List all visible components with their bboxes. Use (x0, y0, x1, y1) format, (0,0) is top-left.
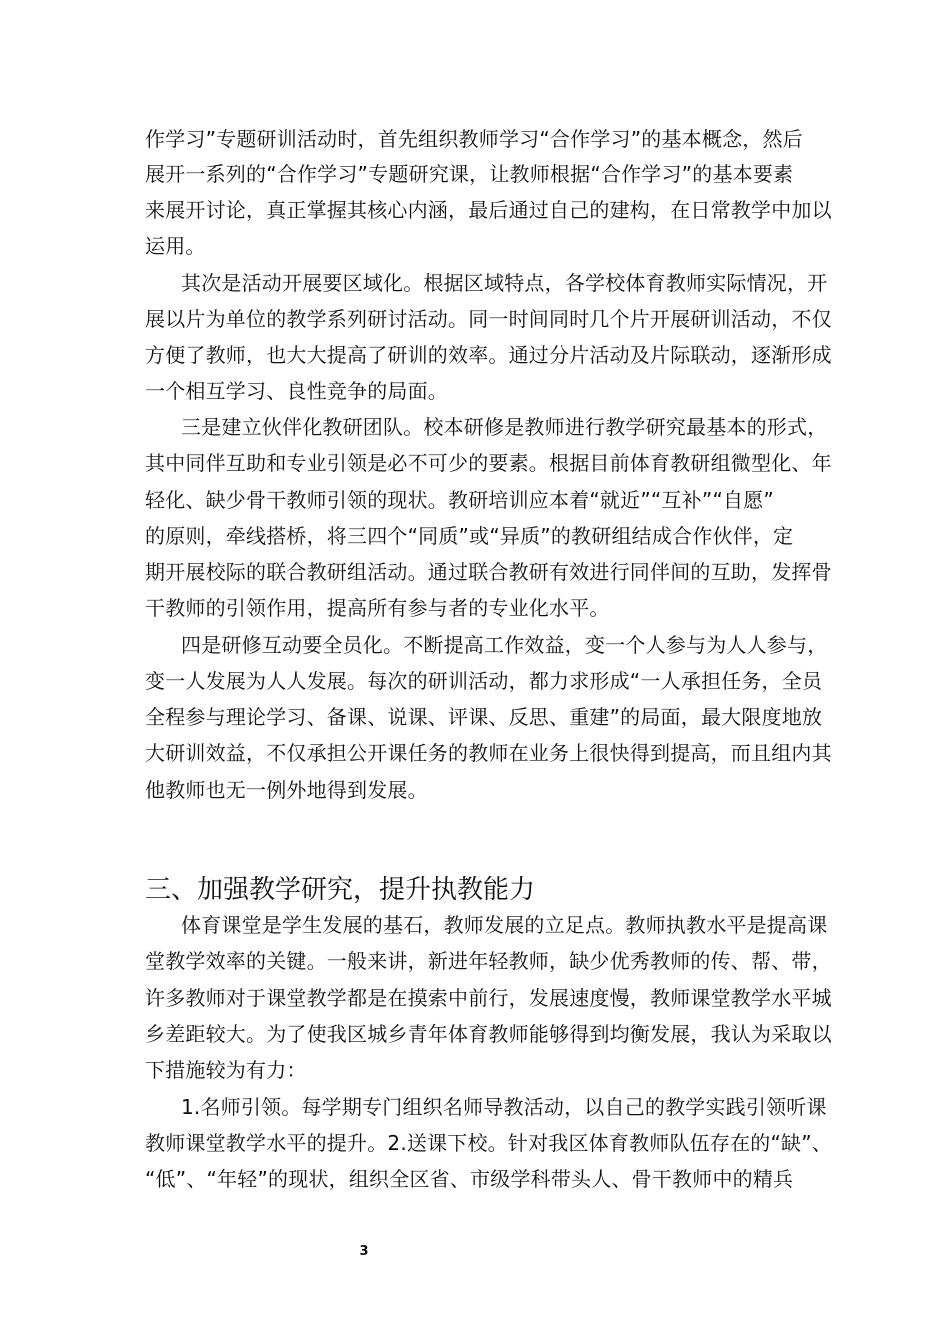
text-line: 轻化、缺少骨干教师引领的现状。教研培训应本着“就近”“互补”“自愿” (145, 488, 774, 512)
text-line: 其中同伴互助和专业引领是必不可少的要素。根据目前体育教研组微型化、年 (145, 451, 832, 475)
page-number: 3 (359, 1244, 369, 1259)
text-line: 来展开讨论，真正掌握其核心内涵，最后通过自己的建构，在日常教学中加以 (145, 198, 832, 222)
text-line: 教师课堂教学水平的提升。2.送课下校。针对我区体育教师队伍存在的“缺”、 (145, 1131, 833, 1155)
text-line: 下措施较为有力： (145, 1058, 307, 1082)
text-line: 其次是活动开展要区域化。根据区域特点，各学校体育教师实际情况，开 (181, 271, 828, 295)
text-line: 三是建立伙伴化教研团队。校本研修是教师进行教学研究最基本的形式， (181, 415, 828, 439)
section-heading: 三、加强教学研究，提升执教能力 (145, 875, 536, 905)
text-line: “低”、“年轻”的现状，组织全区省、市级学科带头人、骨干教师中的精兵 (145, 1167, 794, 1191)
text-line: 四是研修互动要全员化。不断提高工作效益，变一个人参与为人人参与， (181, 633, 828, 657)
text-line: 许多教师对于课堂教学都是在摸索中前行，发展速度慢，教师课堂教学水平城 (145, 986, 832, 1010)
text-line: 一个相互学习、良性竞争的局面。 (145, 379, 448, 403)
text-line: 展开一系列的“合作学习”专题研究课，让教师根据“合作学习”的基本要素 (145, 162, 794, 186)
text-line: 期开展校际的联合教研组活动。通过联合教研有效进行同伴间的互助，发挥骨 (145, 560, 832, 584)
text-line: 展以片为单位的教学系列研讨活动。同一时间同时几个片开展研训活动，不仅 (145, 307, 832, 331)
text-line: 全程参与理论学习、备课、说课、评课、反思、重建”的局面，最大限度地放 (145, 705, 823, 729)
text-line: 作学习”专题研训活动时，首先组织教师学习“合作学习”的基本概念，然后 (145, 127, 803, 151)
text-line: 他教师也无一例外地得到发展。 (145, 778, 428, 802)
text-line: 的原则，牵线搭桥，将三四个“同质”或“异质”的教研组结成合作伙伴，定 (145, 524, 794, 548)
text-line: 乡差距较大。为了使我区城乡青年体育教师能够得到均衡发展，我认为采取以 (145, 1022, 832, 1046)
text-line: 变一人发展为人人发展。每次的研训活动，都力求形成“一人承担任务，全员 (145, 669, 823, 693)
text-line: 大研训效益，不仅承担公开课任务的教师在业务上很快得到提高，而且组内其 (145, 741, 832, 765)
text-line: 1.名师引领。每学期专门组织名师导教活动，以自己的教学实践引领听课 (181, 1095, 827, 1119)
text-line: 方便了教师，也大大提高了研训的效率。通过分片活动及片际联动，逐渐形成 (145, 343, 832, 367)
text-line: 体育课堂是学生发展的基石，教师发展的立足点。教师执教水平是提高课 (181, 913, 828, 937)
text-line: 干教师的引领作用，提高所有参与者的专业化水平。 (145, 596, 610, 620)
text-line: 堂教学效率的关键。一般来讲，新进年轻教师，缺少优秀教师的传、帮、带， (145, 949, 832, 973)
text-line: 运用。 (145, 234, 206, 258)
